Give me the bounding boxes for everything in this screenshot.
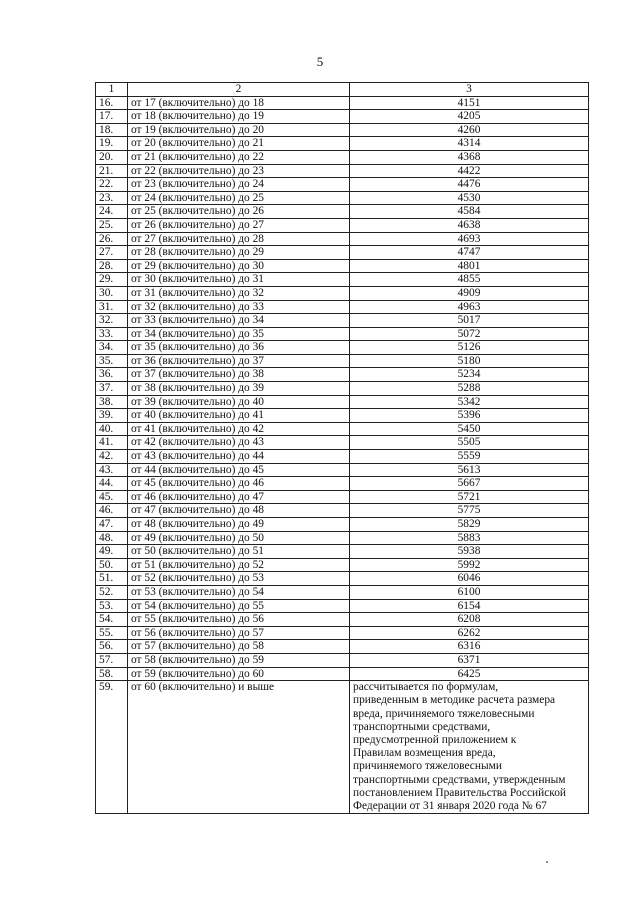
table-row <box>96 382 589 396</box>
table-row <box>96 354 589 368</box>
row-range-cell: от 42 (включительно) до 43 <box>128 436 350 450</box>
table-row <box>96 463 589 477</box>
row-value-cell: 5938 <box>350 545 589 559</box>
table-row <box>96 110 589 124</box>
row-value-cell: 5613 <box>350 463 589 477</box>
row-value-cell: 5829 <box>350 518 589 532</box>
table-row <box>96 422 589 436</box>
row-value-cell: 5342 <box>350 395 589 409</box>
formula-note-line: Правилам возмещения вреда, <box>353 747 496 760</box>
row-range-cell: от 52 (включительно) до 53 <box>128 572 350 586</box>
row-range-cell: от 37 (включительно) до 38 <box>128 368 350 382</box>
row-range-cell: от 46 (включительно) до 47 <box>128 490 350 504</box>
table-row <box>96 585 589 599</box>
row-range-cell: от 50 (включительно) до 51 <box>128 545 350 559</box>
table-row <box>96 96 589 110</box>
row-number-cell: 31. <box>96 300 128 314</box>
table-row <box>96 653 589 667</box>
row-value-cell: 6425 <box>350 667 589 681</box>
row-value-cell: 6208 <box>350 613 589 627</box>
formula-note-line: причиняемого тяжеловесными <box>353 760 502 773</box>
row-number-cell: 57. <box>96 653 128 667</box>
table-row <box>96 409 589 423</box>
row-value-cell: 5017 <box>350 314 589 328</box>
row-number-cell: 48. <box>96 531 128 545</box>
row-range-cell: от 51 (включительно) до 52 <box>128 558 350 572</box>
row-value-cell: 4314 <box>350 137 589 151</box>
row-range-cell: от 47 (включительно) до 48 <box>128 504 350 518</box>
row-number-cell: 41. <box>96 436 128 450</box>
row-number-cell: 43. <box>96 463 128 477</box>
table-row <box>96 640 589 654</box>
row-number-cell: 56. <box>96 640 128 654</box>
row-value-cell: 4368 <box>350 150 589 164</box>
formula-note-line: предусмотренной приложением к <box>353 733 517 746</box>
row-range-cell: от 28 (включительно) до 29 <box>128 246 350 260</box>
row-number-cell: 37. <box>96 382 128 396</box>
row-value-cell: 6046 <box>350 572 589 586</box>
row-range-cell: от 43 (включительно) до 44 <box>128 450 350 464</box>
row-value-cell: 4422 <box>350 164 589 178</box>
row-value-cell: 4151 <box>350 96 589 110</box>
table-row <box>96 572 589 586</box>
table-row <box>96 504 589 518</box>
row-range-cell: от 22 (включительно) до 23 <box>128 164 350 178</box>
row-number-cell: 50. <box>96 558 128 572</box>
row-value-cell: 5559 <box>350 450 589 464</box>
row-range-cell: от 23 (включительно) до 24 <box>128 178 350 192</box>
header-cell-number: 1 <box>96 83 128 97</box>
table-row <box>96 477 589 491</box>
row-range-cell: от 35 (включительно) до 36 <box>128 341 350 355</box>
row-number-cell: 18. <box>96 123 128 137</box>
row-range-cell: от 32 (включительно) до 33 <box>128 300 350 314</box>
row-value-cell: 4963 <box>350 300 589 314</box>
row-value-cell: 6371 <box>350 653 589 667</box>
row-number-cell: 33. <box>96 327 128 341</box>
table-row <box>96 286 589 300</box>
row-value-cell: 4909 <box>350 286 589 300</box>
table-row <box>96 667 589 681</box>
row-number-cell: 34. <box>96 341 128 355</box>
row-value-cell: 4693 <box>350 232 589 246</box>
row-number-cell: 47. <box>96 518 128 532</box>
row-number-cell: 39. <box>96 409 128 423</box>
row-value-cell: 4205 <box>350 110 589 124</box>
table-row <box>96 395 589 409</box>
row-number-cell: 54. <box>96 613 128 627</box>
row-value-cell: 5992 <box>350 558 589 572</box>
table-row <box>96 273 589 287</box>
row-value-cell: 6316 <box>350 640 589 654</box>
header-cell-range: 2 <box>128 83 350 97</box>
row-value-cell: 6154 <box>350 599 589 613</box>
row-value-cell: 5396 <box>350 409 589 423</box>
row-number-cell: 35. <box>96 354 128 368</box>
row-range-cell: от 48 (включительно) до 49 <box>128 518 350 532</box>
row-value-cell: 5234 <box>350 368 589 382</box>
row-range-cell: от 40 (включительно) до 41 <box>128 409 350 423</box>
formula-note-line: транспортными средствами, <box>353 720 491 733</box>
row-range-cell: от 53 (включительно) до 54 <box>128 585 350 599</box>
row-number-cell: 17. <box>96 110 128 124</box>
row-range-cell: от 20 (включительно) до 21 <box>128 137 350 151</box>
row-value-cell: 4747 <box>350 246 589 260</box>
row-number-cell: 26. <box>96 232 128 246</box>
row-number-cell: 20. <box>96 150 128 164</box>
row-range-cell: от 45 (включительно) до 46 <box>128 477 350 491</box>
row-number-cell: 58. <box>96 667 128 681</box>
table-row <box>96 191 589 205</box>
formula-note-line: рассчитывается по формулам, <box>353 681 499 694</box>
table-row <box>96 150 589 164</box>
table-row <box>96 178 589 192</box>
table-row <box>96 545 589 559</box>
row-value-cell: 4584 <box>350 205 589 219</box>
table-row <box>96 626 589 640</box>
row-value-cell: 5721 <box>350 490 589 504</box>
row-number-cell: 42. <box>96 450 128 464</box>
table-row-final <box>96 681 589 814</box>
row-range-cell: от 26 (включительно) до 27 <box>128 218 350 232</box>
row-number-cell: 22. <box>96 178 128 192</box>
row-value-cell: 5288 <box>350 382 589 396</box>
row-number-cell: 16. <box>96 96 128 110</box>
row-range-cell: от 33 (включительно) до 34 <box>128 314 350 328</box>
table-row <box>96 137 589 151</box>
row-value-cell: 5667 <box>350 477 589 491</box>
row-number-cell: 59. <box>96 681 128 814</box>
row-range-cell: от 57 (включительно) до 58 <box>128 640 350 654</box>
row-value-cell: 5180 <box>350 354 589 368</box>
table-row <box>96 164 589 178</box>
formula-note-line: постановлением Правительства Российской <box>353 786 567 799</box>
row-range-cell: от 19 (включительно) до 20 <box>128 123 350 137</box>
row-number-cell: 29. <box>96 273 128 287</box>
row-number-cell: 32. <box>96 314 128 328</box>
table-row <box>96 341 589 355</box>
row-number-cell: 30. <box>96 286 128 300</box>
row-value-cell: 6262 <box>350 626 589 640</box>
row-range-cell: от 18 (включительно) до 19 <box>128 110 350 124</box>
row-number-cell: 40. <box>96 422 128 436</box>
rate-table <box>95 82 589 814</box>
table-row <box>96 599 589 613</box>
formula-note-line: транспортными средствами, утвержденным <box>353 773 566 786</box>
row-number-cell: 55. <box>96 626 128 640</box>
table-row <box>96 436 589 450</box>
row-number-cell: 38. <box>96 395 128 409</box>
row-range-cell: от 29 (включительно) до 30 <box>128 259 350 273</box>
table-row <box>96 205 589 219</box>
row-number-cell: 24. <box>96 205 128 219</box>
row-range-cell: от 25 (включительно) до 26 <box>128 205 350 219</box>
row-number-cell: 28. <box>96 259 128 273</box>
row-value-cell: 4801 <box>350 259 589 273</box>
formula-note-line: вреда, причиняемого тяжеловесными <box>353 707 535 720</box>
row-number-cell: 44. <box>96 477 128 491</box>
table-row <box>96 218 589 232</box>
row-range-cell: от 21 (включительно) до 22 <box>128 150 350 164</box>
row-range-cell: от 38 (включительно) до 39 <box>128 382 350 396</box>
table-row <box>96 518 589 532</box>
table-row <box>96 450 589 464</box>
formula-note-line: Федерации от 31 января 2020 года № 67 <box>353 799 547 812</box>
row-value-cell: 6100 <box>350 585 589 599</box>
row-range-cell: от 17 (включительно) до 18 <box>128 96 350 110</box>
table-header-row <box>96 83 589 97</box>
row-value-cell: 4855 <box>350 273 589 287</box>
row-range-cell: от 39 (включительно) до 40 <box>128 395 350 409</box>
row-number-cell: 45. <box>96 490 128 504</box>
row-range-cell: от 44 (включительно) до 45 <box>128 463 350 477</box>
row-range-cell: от 30 (включительно) до 31 <box>128 273 350 287</box>
table-row <box>96 558 589 572</box>
row-number-cell: 49. <box>96 545 128 559</box>
row-range-cell: от 55 (включительно) до 56 <box>128 613 350 627</box>
row-value-cell: 5072 <box>350 327 589 341</box>
row-number-cell: 46. <box>96 504 128 518</box>
row-number-cell: 25. <box>96 218 128 232</box>
row-range-cell: от 60 (включительно) и выше <box>128 681 350 814</box>
table-row <box>96 123 589 137</box>
row-range-cell: от 54 (включительно) до 55 <box>128 599 350 613</box>
formula-note-line: приведенным в методике расчета размера <box>353 694 556 707</box>
row-number-cell: 19. <box>96 137 128 151</box>
header-cell-value: 3 <box>350 83 589 97</box>
row-range-cell: от 27 (включительно) до 28 <box>128 232 350 246</box>
row-number-cell: 52. <box>96 585 128 599</box>
formula-note-cell <box>350 681 589 814</box>
row-number-cell: 53. <box>96 599 128 613</box>
page-number: 5 <box>316 54 324 69</box>
row-value-cell: 5775 <box>350 504 589 518</box>
row-range-cell: от 34 (включительно) до 35 <box>128 327 350 341</box>
table-row <box>96 327 589 341</box>
row-number-cell: 51. <box>96 572 128 586</box>
table-row <box>96 368 589 382</box>
scan-speck <box>546 861 548 863</box>
row-number-cell: 23. <box>96 191 128 205</box>
row-range-cell: от 59 (включительно) до 60 <box>128 667 350 681</box>
table-row <box>96 490 589 504</box>
row-value-cell: 4530 <box>350 191 589 205</box>
row-number-cell: 27. <box>96 246 128 260</box>
row-value-cell: 4476 <box>350 178 589 192</box>
row-value-cell: 5126 <box>350 341 589 355</box>
row-range-cell: от 24 (включительно) до 25 <box>128 191 350 205</box>
table-row <box>96 232 589 246</box>
table-row <box>96 246 589 260</box>
row-value-cell: 5883 <box>350 531 589 545</box>
row-value-cell: 4260 <box>350 123 589 137</box>
row-range-cell: от 58 (включительно) до 59 <box>128 653 350 667</box>
row-number-cell: 36. <box>96 368 128 382</box>
row-range-cell: от 56 (включительно) до 57 <box>128 626 350 640</box>
row-range-cell: от 49 (включительно) до 50 <box>128 531 350 545</box>
row-range-cell: от 31 (включительно) до 32 <box>128 286 350 300</box>
table-row <box>96 300 589 314</box>
table-row <box>96 531 589 545</box>
row-range-cell: от 36 (включительно) до 37 <box>128 354 350 368</box>
row-number-cell: 21. <box>96 164 128 178</box>
table-row <box>96 259 589 273</box>
row-value-cell: 5450 <box>350 422 589 436</box>
row-value-cell: 4638 <box>350 218 589 232</box>
table-row <box>96 613 589 627</box>
row-value-cell: 5505 <box>350 436 589 450</box>
row-range-cell: от 41 (включительно) до 42 <box>128 422 350 436</box>
table-row <box>96 314 589 328</box>
